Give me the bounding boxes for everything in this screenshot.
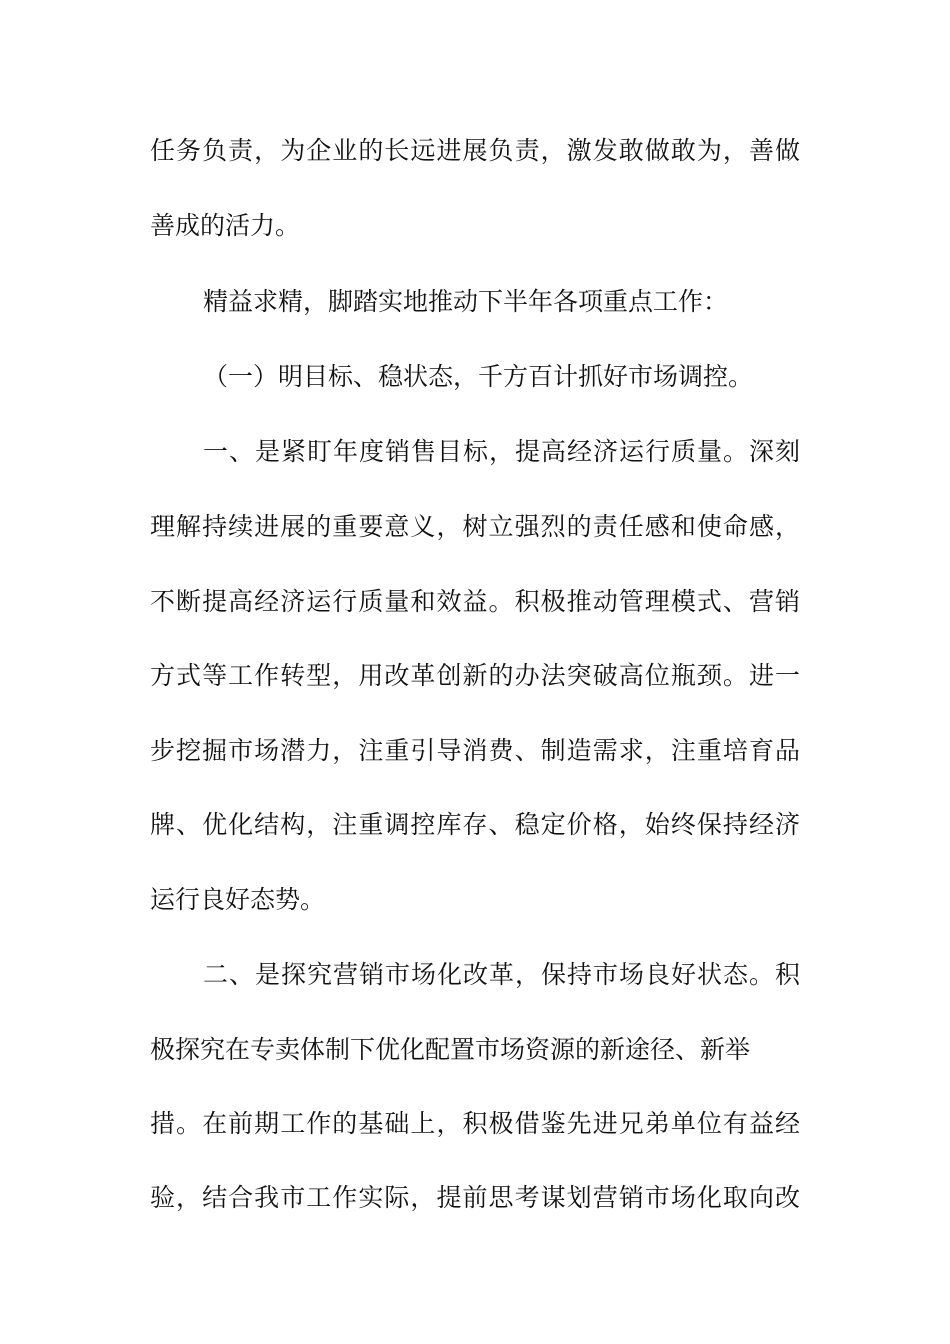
text-line-10: 牌、优化结构，注重调控库存、稳定价格，始终保持经济 xyxy=(150,810,800,839)
text-line-5: 一、是紧盯年度销售目标，提高经济运行质量。深刻 xyxy=(203,437,800,466)
text-line-8: 方式等工作转型，用改革创新的办法突破高位瓶颈。进一 xyxy=(150,661,800,690)
text-line-1: 任务负责，为企业的长远进展负责，激发敢做敢为，善做 xyxy=(150,136,800,165)
text-line-2: 善成的活力。 xyxy=(150,211,301,240)
text-line-7: 不断提高经济运行质量和效益。积极推动管理模式、营销 xyxy=(150,587,800,616)
text-line-3: 精益求精，脚踏实地推动下半年各项重点工作： xyxy=(203,287,729,316)
text-line-12: 二、是探究营销市场化改革，保持市场良好状态。积 xyxy=(203,960,800,989)
text-line-4-heading: （一）明目标、稳状态，千方百计抓好市场调控。 xyxy=(203,362,754,391)
text-line-9: 步挖掘市场潜力，注重引导消费、制造需求，注重培育品 xyxy=(150,736,800,765)
text-line-15: 验，结合我市工作实际，提前思考谋划营销市场化取向改 xyxy=(150,1183,800,1212)
text-line-11: 运行良好态势。 xyxy=(150,885,326,914)
text-line-13: 极探究在专卖体制下优化配置市场资源的新途径、新举 xyxy=(150,1035,751,1064)
text-line-14: 措。在前期工作的基础上，积极借鉴先进兄弟单位有益经 xyxy=(150,1109,800,1138)
text-line-6: 理解持续进展的重要意义，树立强烈的责任感和使命感， xyxy=(150,512,800,541)
